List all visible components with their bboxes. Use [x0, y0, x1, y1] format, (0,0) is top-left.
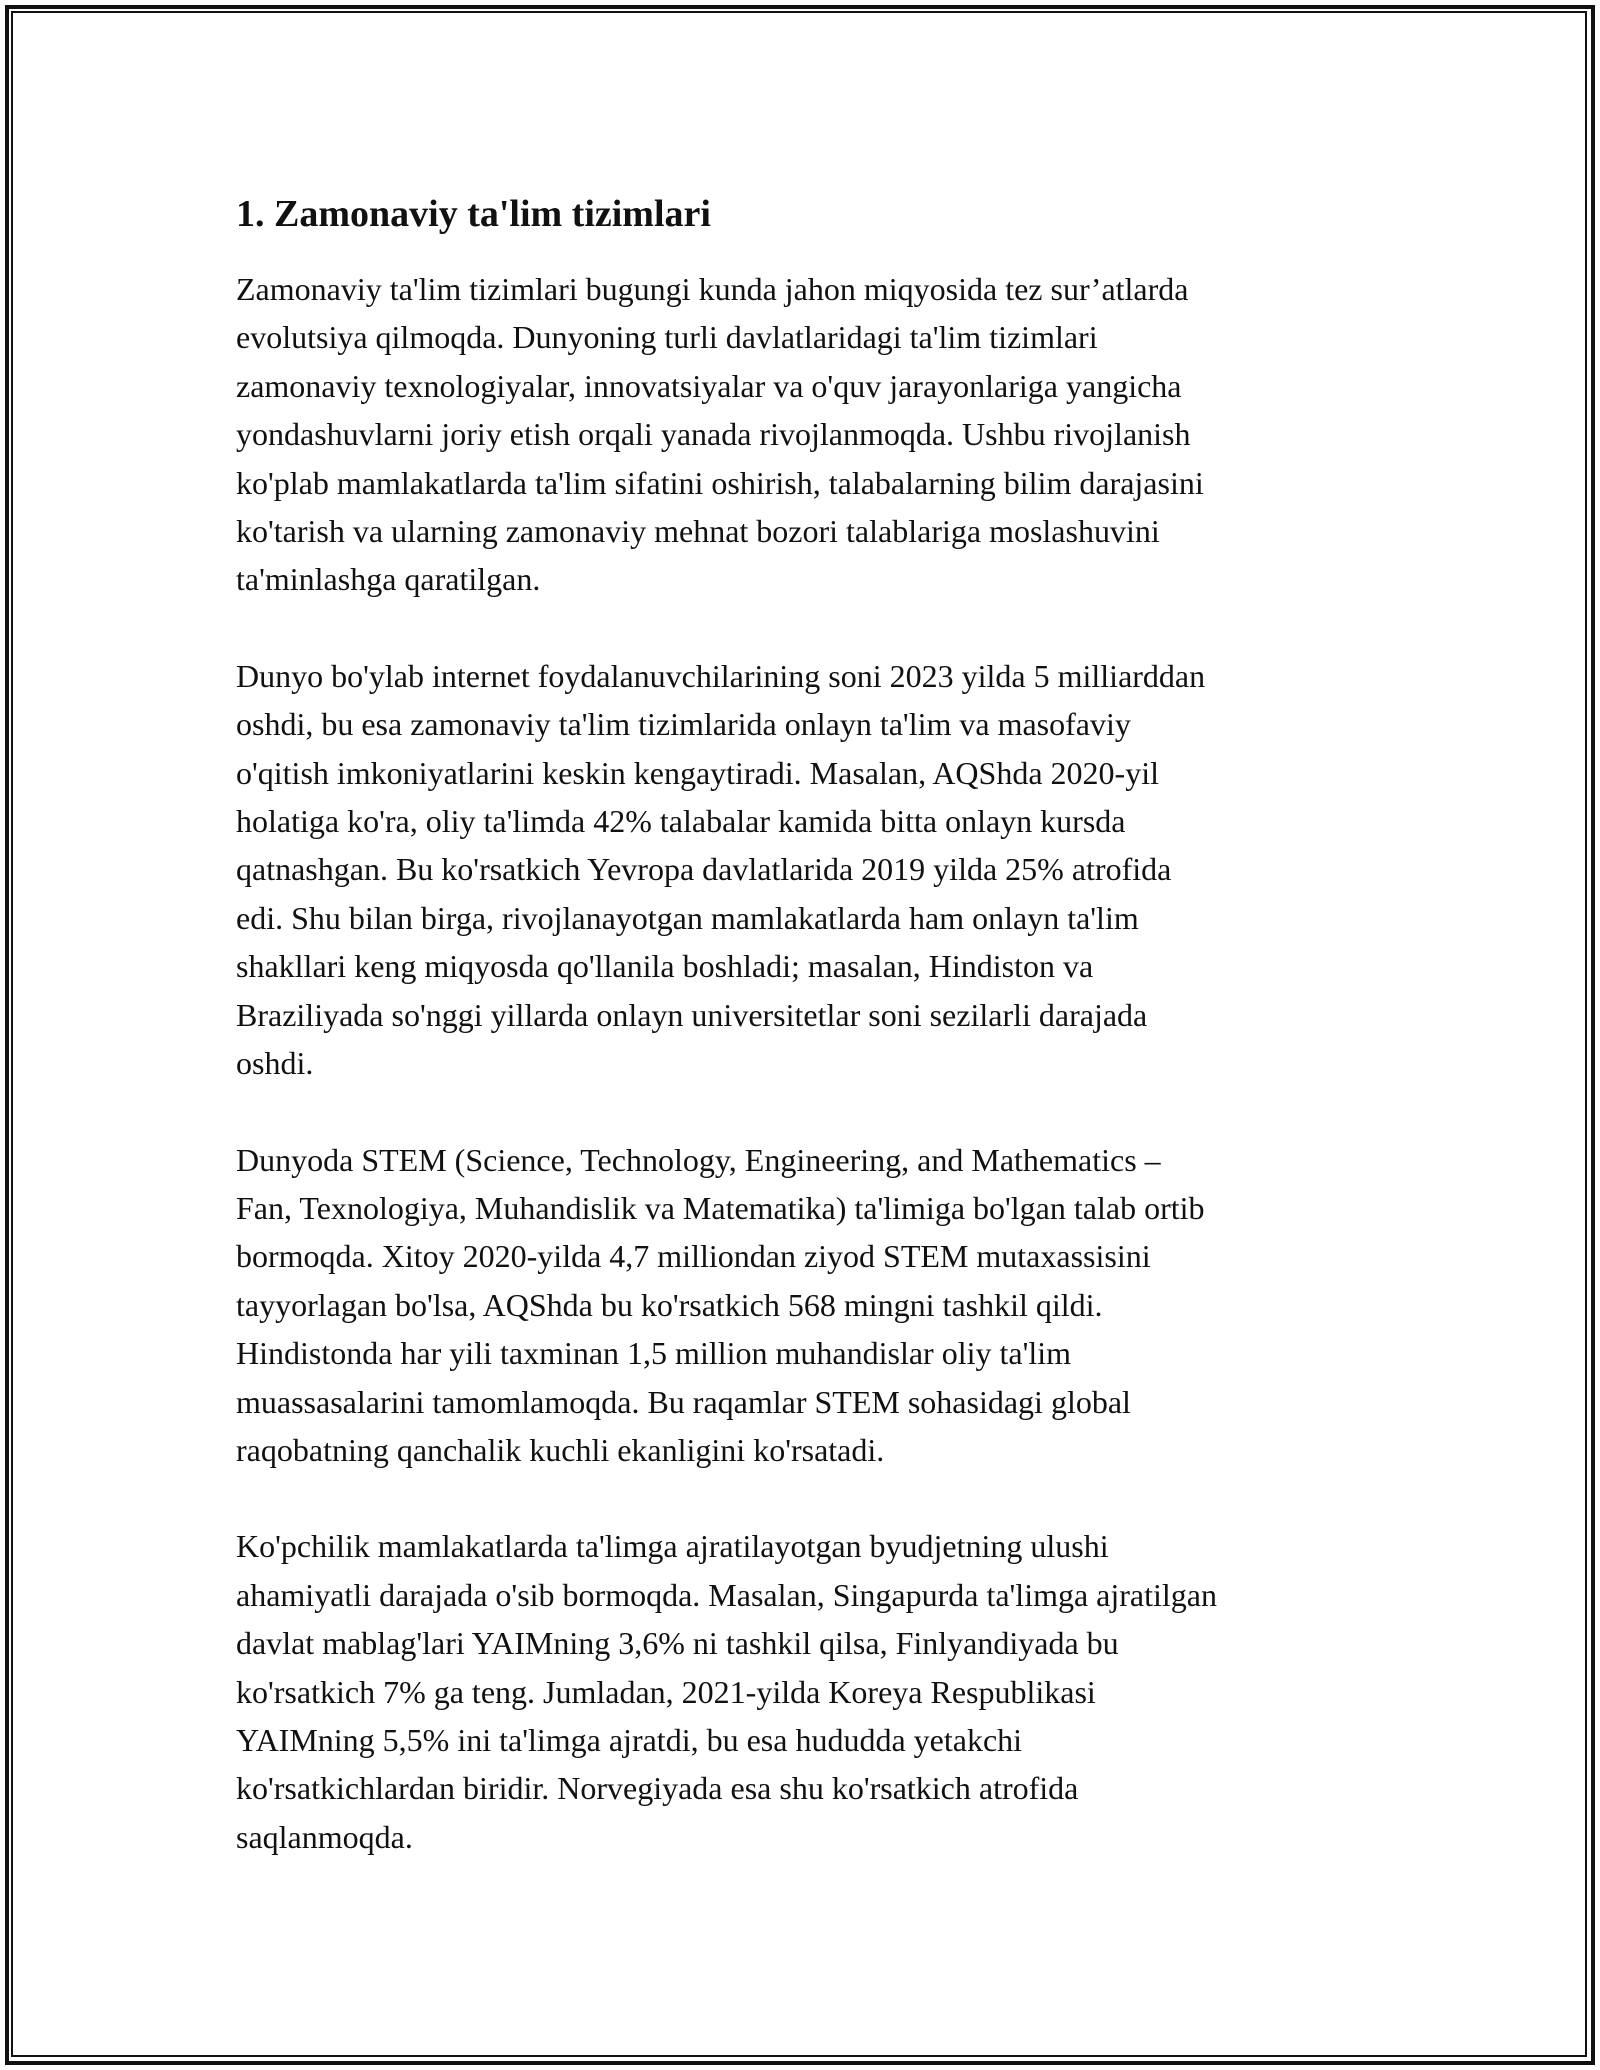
paragraph-line: davlat mablag'lari YAIMning 3,6% ni tashkil qilsa, Finlyandiyada bu: [236, 1625, 1119, 1662]
paragraph-line: oshdi, bu esa zamonaviy ta'lim tizimlarida onlayn ta'lim va masofaviy: [236, 706, 1131, 743]
paragraph: [236, 1522, 1366, 1861]
paragraph: [236, 265, 1366, 604]
paragraph-line: qatnashgan. Bu ko'rsatkich Yevropa davlatlarida 2019 yilda 25% atrofida: [236, 851, 1172, 888]
paragraph-line: edi. Shu bilan birga, rivojlanayotgan mamlakatlarda ham onlayn ta'lim: [236, 899, 1139, 936]
paragraph-line: raqobatning qanchalik kuchli ekanligini ko'rsatadi.: [236, 1431, 885, 1468]
paragraph: [236, 652, 1366, 1088]
paragraph-line: o'qitish imkoniyatlarini keskin kengaytiradi. Masalan, AQShda 2020-yil: [236, 754, 1159, 791]
paragraph-line: Fan, Texnologiya, Muhandislik va Matematika) ta'limiga bo'lgan talab ortib: [236, 1189, 1205, 1226]
paragraph-line: oshdi.: [236, 1045, 314, 1082]
document-body: [236, 188, 1366, 1909]
paragraph: [236, 1136, 1366, 1475]
paragraph-line: muassasalarini tamomlamoqda. Bu raqamlar STEM sohasidagi global: [236, 1383, 1131, 1420]
paragraph-line: bormoqda. Xitoy 2020-yilda 4,7 milliondan ziyod STEM mutaxassisini: [236, 1238, 1151, 1275]
paragraph-line: yondashuvlarni joriy etish orqali yanada rivojlanmoqda. Ushbu rivojlanish: [236, 416, 1191, 453]
paragraph-line: tayyorlagan bo'lsa, AQShda bu ko'rsatkich 568 mingni tashkil qildi.: [236, 1286, 1103, 1323]
paragraph-list: [236, 265, 1366, 1861]
paragraph-line: Dunyo bo'ylab internet foydalanuvchilarining soni 2023 yilda 5 milliarddan: [236, 657, 1206, 694]
paragraph-line: saqlanmoqda.: [236, 1818, 413, 1855]
paragraph-line: Zamonaviy ta'lim tizimlari bugungi kunda jahon miqyosida tez sur’atlarda: [236, 271, 1189, 307]
paragraph-line: Ko'pchilik mamlakatlarda ta'limga ajratilayotgan byudjetning ulushi: [236, 1528, 1109, 1565]
paragraph-line: Hindistonda har yili taxminan 1,5 million muhandislar oliy ta'lim: [236, 1335, 1071, 1372]
paragraph-line: ahamiyatli darajada o'sib bormoqda. Masalan, Singapurda ta'limga ajratilgan: [236, 1576, 1217, 1613]
paragraph-line: zamonaviy texnologiyalar, innovatsiyalar va o'quv jarayonlariga yangicha: [236, 367, 1182, 404]
section-heading: 1. Zamonaviy ta'lim tizimlari: [236, 193, 711, 235]
paragraph-line: ko'tarish va ularning zamonaviy mehnat bozori talablariga moslashuvini: [236, 513, 1160, 550]
paragraph-line: YAIMning 5,5% ini ta'limga ajratdi, bu esa hududda yetakchi: [236, 1721, 1023, 1758]
paragraph-line: evolutsiya qilmoqda. Dunyoning turli davlatlaridagi ta'lim tizimlari: [236, 319, 1098, 356]
paragraph-line: ko'rsatkich 7% ga teng. Jumladan, 2021-yilda Koreya Respublikasi: [236, 1673, 1096, 1710]
paragraph-line: Dunyoda STEM (Science, Technology, Engineering, and Mathematics –: [236, 1141, 1161, 1178]
paragraph-line: holatiga ko'ra, oliy ta'limda 42% talabalar kamida bitta onlayn kursda: [236, 803, 1126, 840]
paragraph-line: shakllari keng miqyosda qo'llanila boshladi; masalan, Hindiston va: [236, 948, 1094, 985]
paragraph-line: ko'plab mamlakatlarda ta'lim sifatini oshirish, talabalarning bilim darajasini: [236, 464, 1204, 501]
paragraph-line: ko'rsatkichlardan biridir. Norvegiyada esa shu ko'rsatkich atrofida: [236, 1770, 1079, 1807]
paragraph-line: Braziliyada so'nggi yillarda onlayn universitetlar soni sezilarli darajada: [236, 996, 1148, 1033]
paragraph-line: ta'minlashga qaratilgan.: [236, 561, 541, 598]
